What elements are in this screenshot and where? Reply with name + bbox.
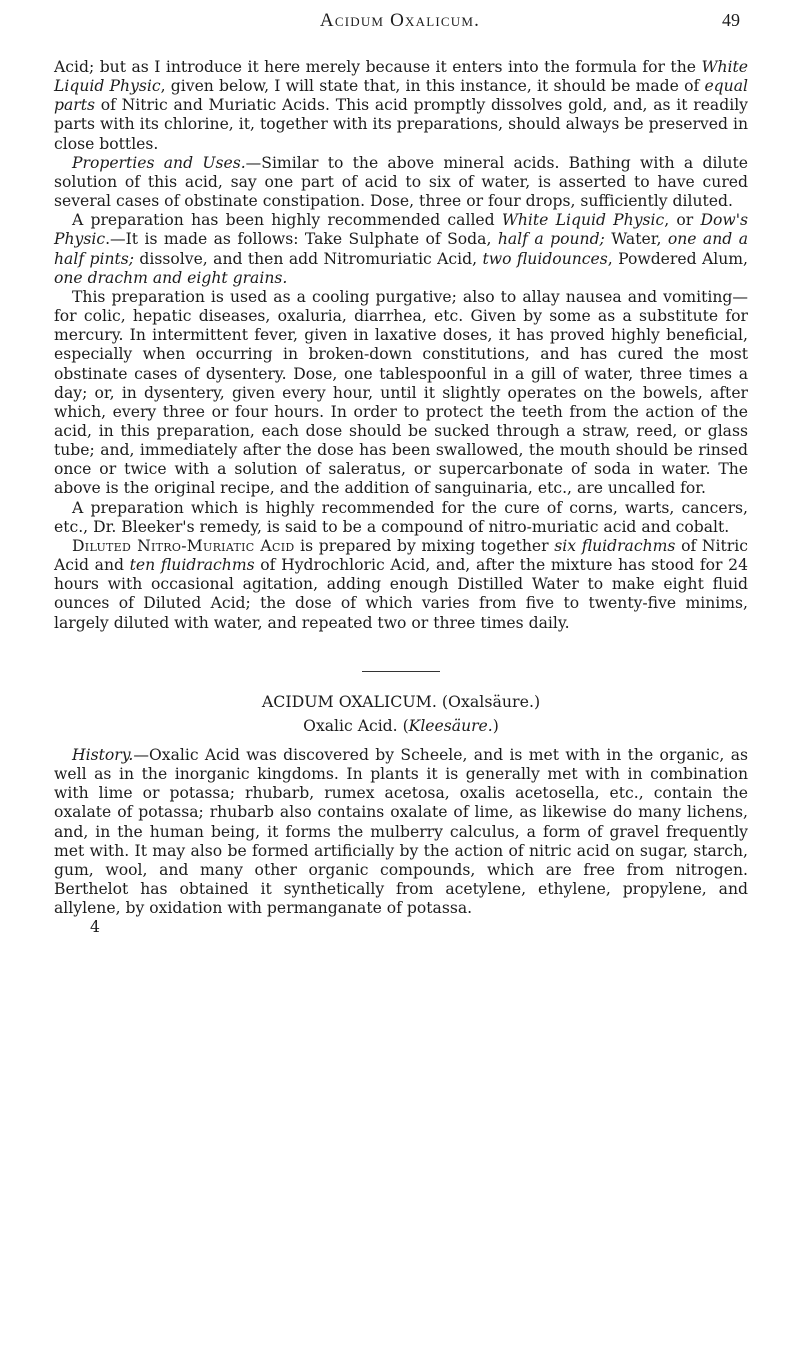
emphasis: Dow's Physic — [54, 211, 749, 249]
emphasis: Kleesäure. — [408, 716, 493, 735]
emphasis: White Liquid Physic — [54, 58, 748, 96]
text-run: .—It is made as follows: Take Sulphate of Soda, — [105, 230, 498, 249]
paragraph-history — [54, 746, 748, 918]
subheading: History. — [72, 746, 134, 764]
paragraph-properties-uses — [54, 154, 748, 211]
emphasis: six fluidrachms — [554, 536, 676, 555]
text-run: of Nitric and Muriatic Acids. This acid promptly dissolves gold, and, as it readily parts with its chlorine, it, together with its preparations, should always be preserved in close bottles. — [54, 96, 748, 153]
running-title: Acidum Oxalicum. — [319, 10, 481, 31]
section-subheading — [54, 717, 748, 736]
paragraph-purgative-uses: This preparation is used as a cooling purgative; also to allay nausea and vomiting—for colic, hepatic diseases, oxaluria, diarrhea, etc. Given by some as a substitute for mercury. In intermittent fever, given in laxative doses, it has proved highly beneficial, especially when occurring in broken-down constitutions, and has cured the most obstinate cases of dysentery. Dose, one tablespoonful in a gill of water, three times a day; or, in dysentery, given every hour, until it slightly operates on the bowels, after which, every three or four hours. In order to protect the teeth from the action of the acid, in this preparation, each dose should be sucked through a straw, reed, or glass tube; and, immediately after the dose has been swallowed, the mouth should be rinsed once or twice with a solution of saleratus, or supercarbonate of soda in water. The above is the original recipe, and the addition of sanguinaria, etc., are uncalled for. — [54, 287, 748, 498]
emphasis: equal parts — [54, 77, 748, 115]
text-run: Acid; but as I introduce it here merely because it enters into the formula for the — [54, 58, 702, 76]
paragraph-diluted-nitro-muriatic — [54, 537, 748, 633]
emphasis: one and a half pints; — [54, 230, 748, 268]
emphasis: one drachm and eight grains. — [54, 268, 288, 287]
text-run: Water, — [604, 230, 668, 249]
text-run: of Hydrochloric Acid, and, after the mixture has stood for 24 hours with occasional agitation, adding enough Distilled Water to make eight fluid ounces of Diluted Acid; the dose of which varies from five to twenty-five minims, largely diluted with water, and repeated two or three times daily. — [54, 556, 748, 632]
text-run: , or — [664, 211, 701, 230]
body-text — [54, 58, 748, 938]
text-run: of Nitric Acid and — [54, 536, 748, 575]
emphasis: two fluidounces — [482, 249, 608, 268]
emphasis: ten fluidrachms — [129, 556, 255, 575]
paragraph-white-liquid-physic — [54, 211, 748, 288]
text-run: ) — [492, 716, 499, 735]
running-head — [0, 6, 800, 36]
emphasis: White Liquid Physic — [501, 211, 665, 230]
text-run: Oxalic Acid. ( — [303, 716, 409, 735]
text-run: is prepared by mixing together — [294, 536, 555, 555]
text-run: dissolve, and then add Nitromuriatic Acid, — [134, 249, 483, 268]
text-run: A preparation has been highly recommended called — [72, 211, 502, 230]
text-run: —Similar to the above mineral acids. Bathing with a dilute solution of this acid, say one part of acid to six of water, is asserted to have cured several cases of obstinate constipation. Dose, three or four drops, sufficiently diluted. — [54, 153, 748, 211]
paragraph-bleeker-remedy: A preparation which is highly recommended for the cure of corns, warts, cancers, etc., Dr. Bleeker's remedy, is said to be a compound of nitro-muriatic acid and cobalt. — [54, 498, 748, 536]
section-divider — [362, 671, 440, 672]
text-run: , given below, I will state that, in this instance, it should be made of — [160, 77, 705, 96]
text-run: , Powdered Alum, — [607, 249, 748, 268]
text-run: —Oxalic Acid was discovered by Scheele, and is met with in the organic, as well as in the inorganic kingdoms. In plants it is generally met with in combination with lime or potassa; rhubarb, rumex acetosa, oxalis acetosella, etc., contain the oxalate of potassa; rhubarb also contains oxalate of lime, as likewise do many lichens, and, in the human being, it forms the mulberry calculus, a form of gravel frequently met with. It may also be formed artificially by the action of nitric acid on sugar, starch, gum, wool, and many other organic compounds, which are free from nitrogen. Berthelot has obtained it synthetically from acetylene, ethylene, propylene, and allylene, by oxidation with permanganate of potassa. — [54, 746, 748, 918]
emphasis: half a pound; — [497, 230, 605, 249]
section-heading: ACIDUM OXALICUM. (Oxalsäure.) — [261, 691, 541, 711]
signature-mark: 4 — [90, 918, 100, 937]
page-number: 49 — [722, 10, 740, 30]
subheading: Properties and Uses. — [72, 153, 246, 172]
paragraph-nitromuriatic-intro — [54, 58, 748, 154]
small-caps-term: Diluted Nitro-Muriatic Acid — [72, 536, 295, 555]
